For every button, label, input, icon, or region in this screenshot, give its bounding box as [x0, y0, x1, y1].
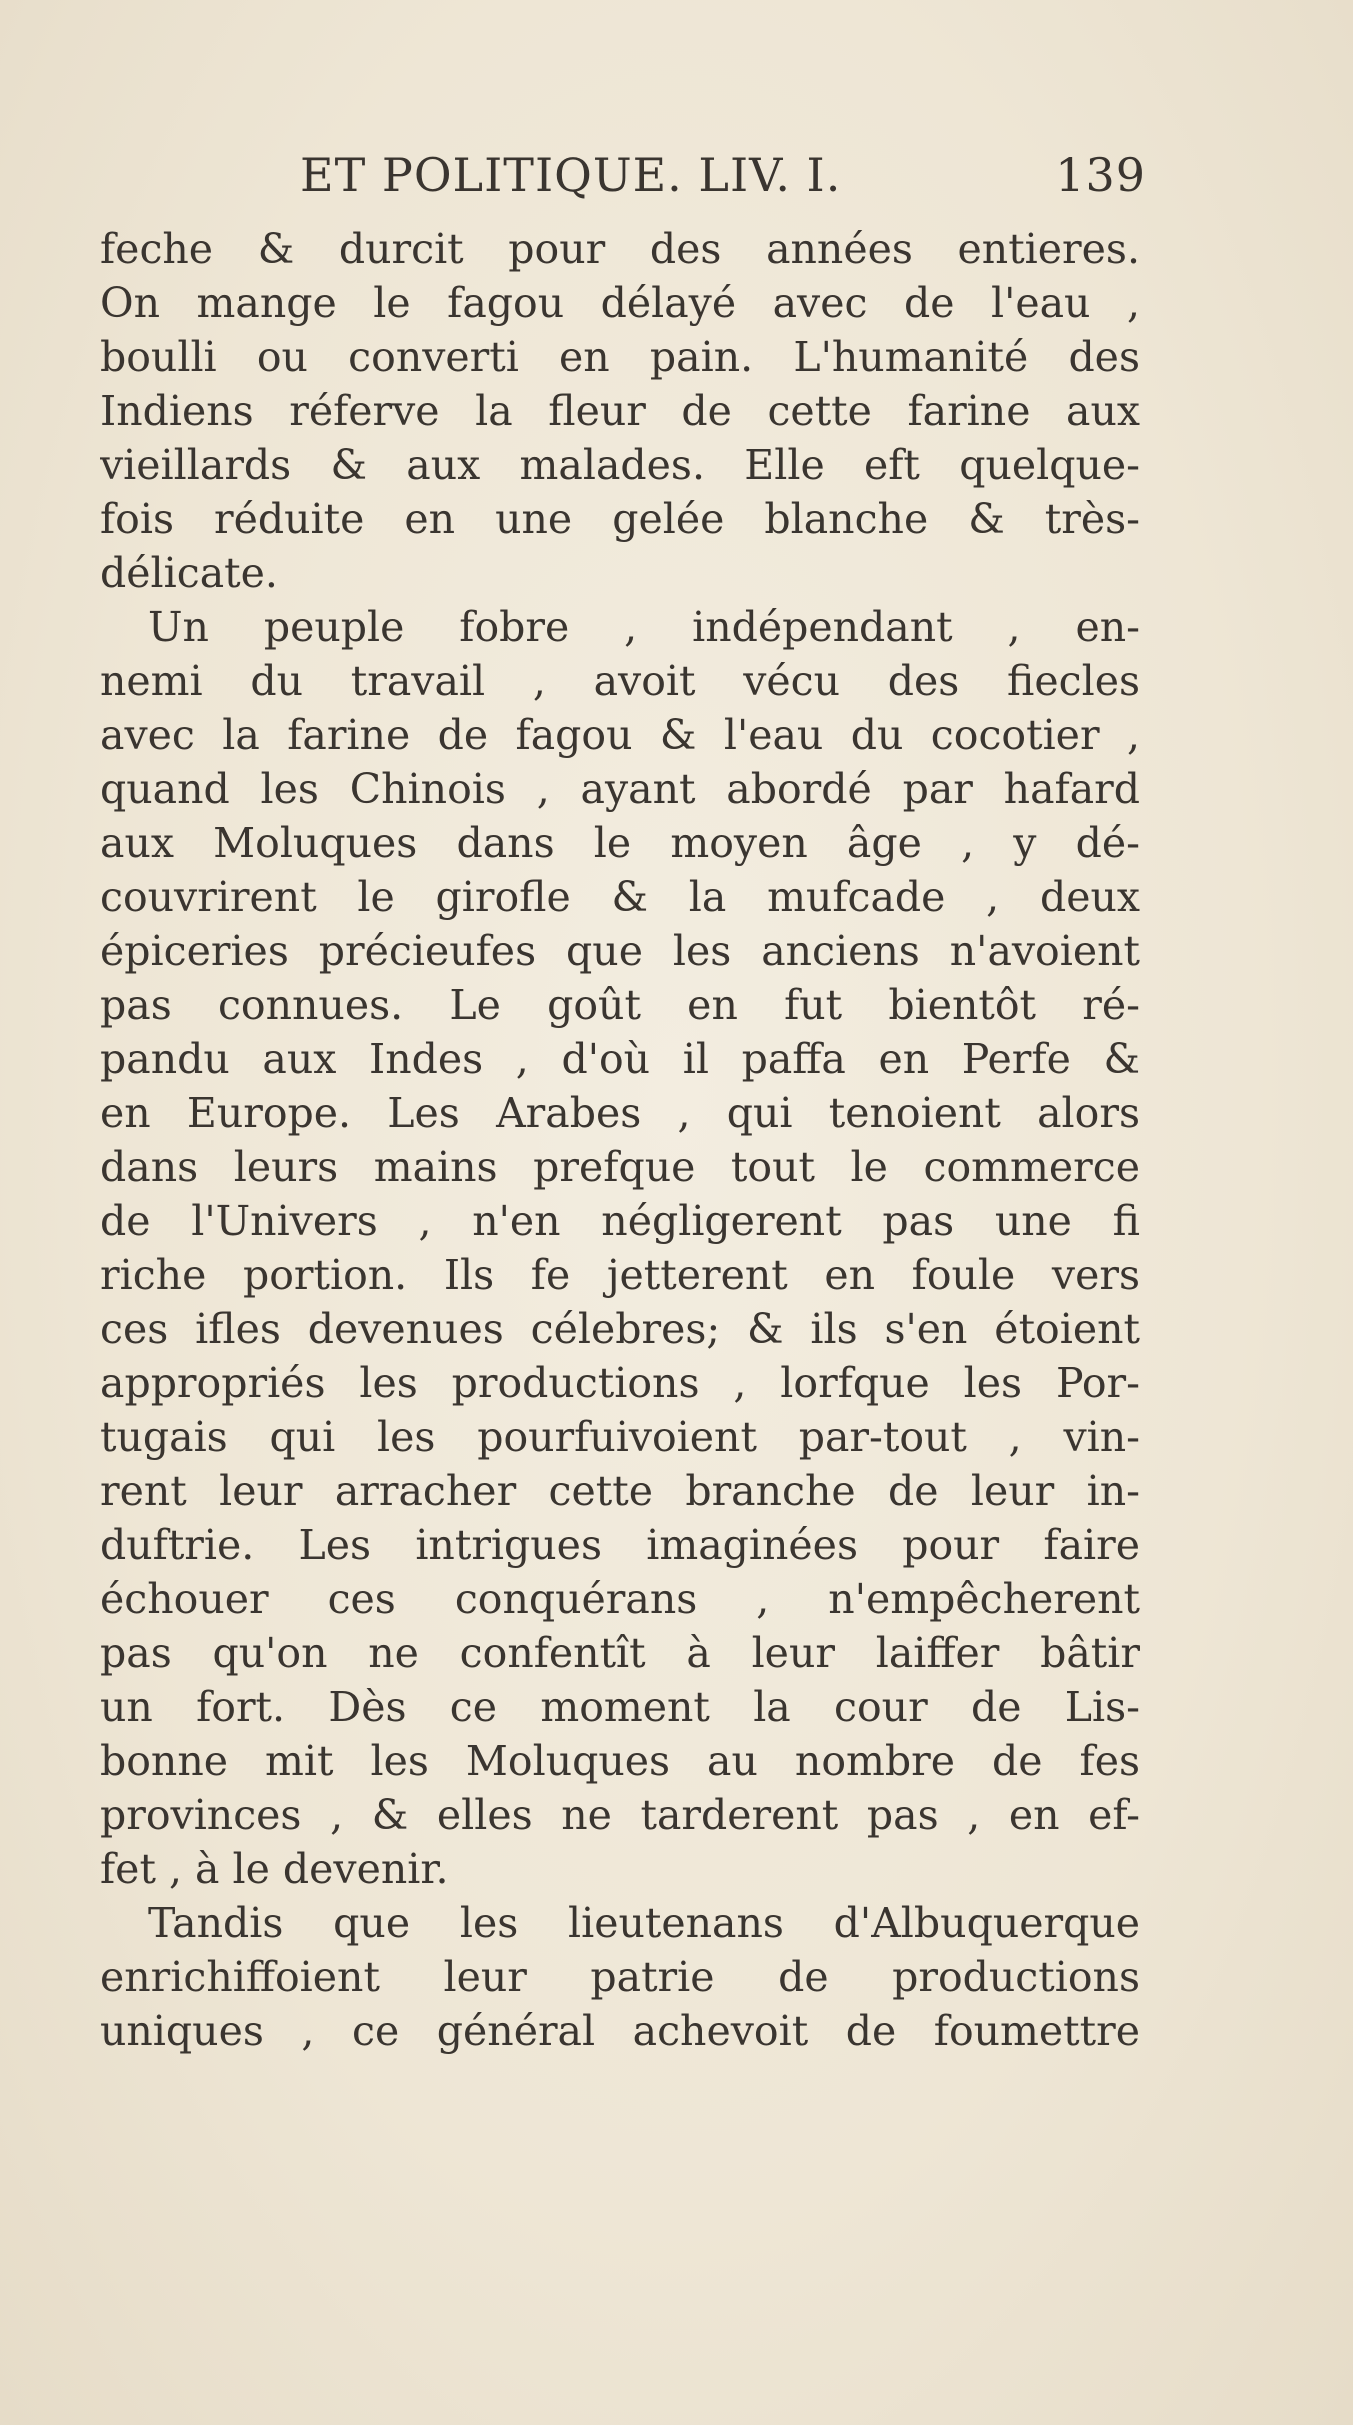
running-title: ET POLITIQUE. LIV. I.	[300, 148, 842, 202]
text-line: duftrie. Les intrigues imaginées pour faire	[100, 1521, 1140, 1569]
body-text	[100, 222, 1140, 2058]
text-line: pandu aux Indes , d'où il paffa en Perfe &	[100, 1035, 1140, 1083]
text-line: un fort. Dès ce moment la cour de Lis-	[100, 1683, 1140, 1731]
text-line: appropriés les productions , lorfque les Por-	[100, 1359, 1140, 1407]
text-line: feche & durcit pour des années entieres.	[100, 225, 1140, 273]
text-line: On mange le fagou délayé avec de l'eau ,	[100, 279, 1140, 327]
text-line: pas connues. Le goût en fut bientôt ré-	[100, 981, 1140, 1029]
text-line: bonne mit les Moluques au nombre de fes	[100, 1737, 1140, 1785]
text-line: couvrirent le girofle & la mufcade , deux	[100, 873, 1140, 921]
text-line: dans leurs mains prefque tout le commerce	[100, 1143, 1140, 1191]
text-line: avec la farine de fagou & l'eau du cocotier ,	[100, 711, 1140, 759]
page-number: 139	[1055, 148, 1146, 202]
text-line: épiceries précieufes que les anciens n'avoient	[100, 927, 1140, 975]
text-line: boulli ou converti en pain. L'humanité des	[100, 333, 1140, 381]
text-line: de l'Univers , n'en négligerent pas une fi	[100, 1197, 1140, 1245]
text-line: ces ifles devenues célebres; & ils s'en étoient	[100, 1305, 1140, 1353]
text-line: échouer ces conquérans , n'empêcherent	[100, 1575, 1140, 1623]
text-line: fet , à le devenir.	[100, 1845, 449, 1893]
text-line: Indiens réferve la fleur de cette farine aux	[100, 387, 1140, 435]
text-line: délicate.	[100, 549, 278, 597]
text-line: uniques , ce général achevoit de foumettre	[100, 2007, 1140, 2055]
text-line: vieillards & aux malades. Elle eft quelque-	[100, 441, 1140, 489]
text-line: riche portion. Ils fe jetterent en foule vers	[100, 1251, 1140, 1299]
paragraph-start-line: Un peuple fobre , indépendant , en-	[148, 603, 1140, 651]
paragraph-start-line: Tandis que les lieutenans d'Albuquerque	[148, 1899, 1140, 1947]
text-line: rent leur arracher cette branche de leur in-	[100, 1467, 1140, 1515]
running-header	[300, 148, 1146, 208]
text-line: pas qu'on ne confentît à leur laiffer bâtir	[100, 1629, 1140, 1677]
text-line: aux Moluques dans le moyen âge , y dé-	[100, 819, 1140, 867]
text-line: provinces , & elles ne tarderent pas , en ef-	[100, 1791, 1140, 1839]
text-line: quand les Chinois , ayant abordé par hafard	[100, 765, 1140, 813]
text-line: enrichiffoient leur patrie de productions	[100, 1953, 1140, 2001]
text-line: nemi du travail , avoit vécu des fiecles	[100, 657, 1140, 705]
text-line: tugais qui les pourfuivoient par-tout , vin-	[100, 1413, 1140, 1461]
text-line: fois réduite en une gelée blanche & très-	[100, 495, 1140, 543]
text-line: en Europe. Les Arabes , qui tenoient alors	[100, 1089, 1140, 1137]
